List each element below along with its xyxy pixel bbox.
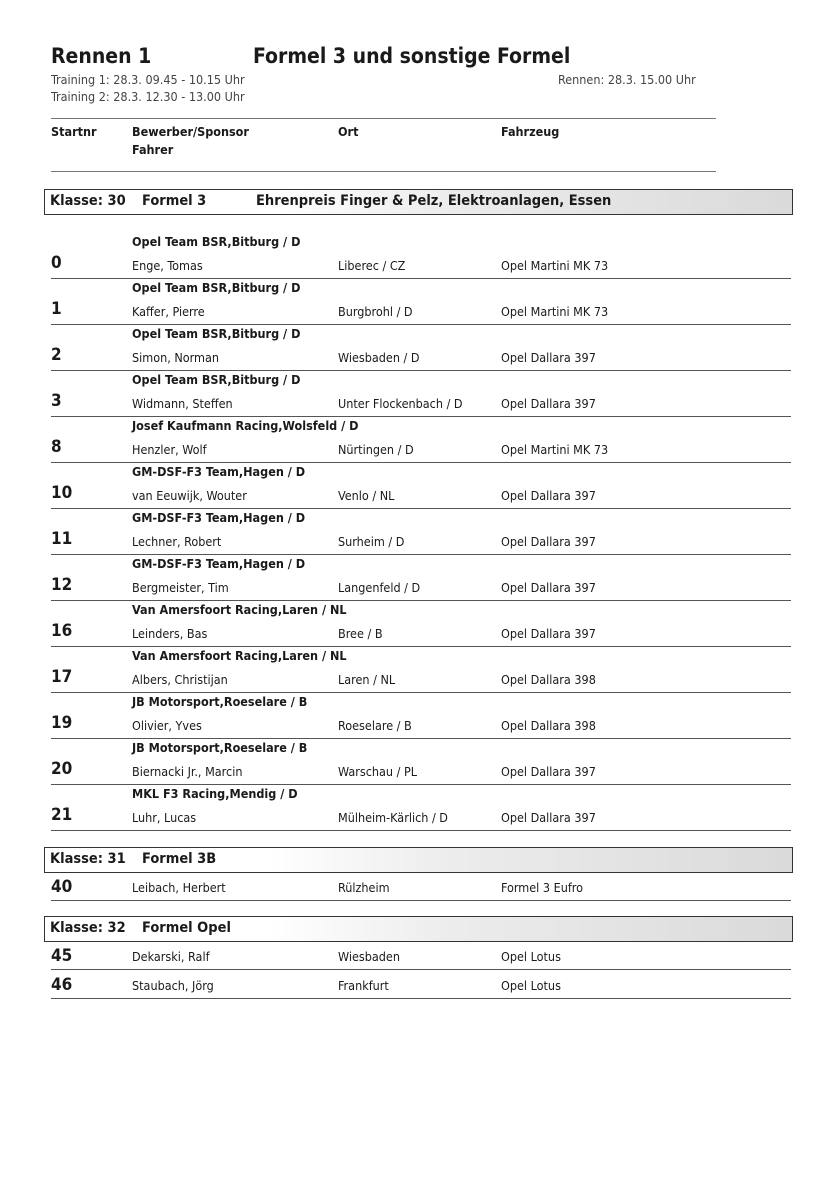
start-number: 2 (51, 345, 62, 365)
row-divider (51, 324, 791, 325)
entrant-team: Opel Team BSR,Bitburg / D (132, 280, 301, 295)
vehicle: Opel Dallara 397 (501, 810, 596, 825)
entrant-team: Opel Team BSR,Bitburg / D (132, 326, 301, 341)
vehicle: Opel Lotus (501, 949, 561, 964)
class-name: Formel Opel (142, 920, 231, 936)
vehicle: Opel Lotus (501, 978, 561, 993)
row-divider (51, 830, 791, 831)
driver-name: Henzler, Wolf (132, 442, 207, 457)
vehicle: Opel Dallara 397 (501, 764, 596, 779)
driver-location: Bree / B (338, 626, 383, 641)
row-divider (51, 784, 791, 785)
training-2-time: Training 2: 28.3. 12.30 - 13.00 Uhr (51, 89, 245, 104)
driver-location: Laren / NL (338, 672, 396, 687)
driver-location: Liberec / CZ (338, 258, 406, 273)
vehicle: Opel Dallara 397 (501, 350, 596, 365)
vehicle: Formel 3 Eufro (501, 880, 584, 895)
class-header (44, 847, 793, 873)
start-number: 10 (51, 483, 73, 503)
vehicle: Opel Dallara 398 (501, 672, 596, 687)
driver-name: van Eeuwijk, Wouter (132, 488, 247, 503)
driver-name: Kaffer, Pierre (132, 304, 205, 319)
driver-location: Nürtingen / D (338, 442, 414, 457)
entrant-team: JB Motorsport,Roeselare / B (132, 694, 308, 709)
class-label: Klasse: 32 (50, 920, 126, 936)
driver-location: Burgbrohl / D (338, 304, 413, 319)
vehicle: Opel Dallara 398 (501, 718, 596, 733)
entrant-team: GM-DSF-F3 Team,Hagen / D (132, 464, 306, 479)
start-number: 45 (51, 946, 73, 966)
driver-name: Widmann, Steffen (132, 396, 233, 411)
vehicle: Opel Dallara 397 (501, 534, 596, 549)
row-divider (51, 969, 791, 970)
driver-location: Mülheim-Kärlich / D (338, 810, 448, 825)
race-subtitle: Formel 3 und sonstige Formel (253, 44, 571, 68)
vehicle: Opel Dallara 397 (501, 580, 596, 595)
entrant-team: Van Amersfoort Racing,Laren / NL (132, 602, 347, 617)
driver-name: Leibach, Herbert (132, 880, 226, 895)
row-divider (51, 554, 791, 555)
driver-name: Enge, Tomas (132, 258, 203, 273)
start-number: 16 (51, 621, 73, 641)
start-number: 19 (51, 713, 73, 733)
row-divider (51, 600, 791, 601)
header-divider-top (51, 118, 716, 119)
start-number: 20 (51, 759, 73, 779)
row-divider (51, 738, 791, 739)
row-divider (51, 998, 791, 999)
start-number: 12 (51, 575, 73, 595)
training-1-time: Training 1: 28.3. 09.45 - 10.15 Uhr (51, 72, 245, 87)
row-divider (51, 370, 791, 371)
entrant-team: MKL F3 Racing,Mendig / D (132, 786, 298, 801)
start-number: 46 (51, 975, 73, 995)
start-number: 40 (51, 877, 73, 897)
row-divider (51, 278, 791, 279)
entrant-team: JB Motorsport,Roeselare / B (132, 740, 308, 755)
start-number: 1 (51, 299, 62, 319)
column-header-bewerber: Bewerber/Sponsor (132, 124, 249, 139)
row-divider (51, 462, 791, 463)
class-header (44, 189, 793, 215)
driver-name: Olivier, Yves (132, 718, 202, 733)
driver-name: Lechner, Robert (132, 534, 222, 549)
driver-location: Roeselare / B (338, 718, 412, 733)
driver-location: Surheim / D (338, 534, 405, 549)
driver-name: Biernacki Jr., Marcin (132, 764, 243, 779)
start-number: 21 (51, 805, 73, 825)
driver-name: Dekarski, Ralf (132, 949, 210, 964)
vehicle: Opel Dallara 397 (501, 396, 596, 411)
start-number: 11 (51, 529, 73, 549)
column-header-fahrzeug: Fahrzeug (501, 124, 560, 139)
driver-location: Frankfurt (338, 978, 389, 993)
class-name: Formel 3 (142, 193, 207, 209)
class-header (44, 916, 793, 942)
driver-name: Luhr, Lucas (132, 810, 197, 825)
driver-name: Simon, Norman (132, 350, 220, 365)
driver-location: Warschau / PL (338, 764, 417, 779)
start-number: 17 (51, 667, 73, 687)
race-title: Rennen 1 (51, 44, 152, 68)
class-name: Formel 3B (142, 851, 217, 867)
driver-name: Albers, Christijan (132, 672, 228, 687)
vehicle: Opel Dallara 397 (501, 488, 596, 503)
entrant-team: GM-DSF-F3 Team,Hagen / D (132, 556, 306, 571)
class-label: Klasse: 30 (50, 193, 126, 209)
row-divider (51, 692, 791, 693)
driver-location: Wiesbaden (338, 949, 400, 964)
entrant-team: Opel Team BSR,Bitburg / D (132, 234, 301, 249)
vehicle: Opel Martini MK 73 (501, 258, 609, 273)
driver-location: Langenfeld / D (338, 580, 421, 595)
start-number: 8 (51, 437, 62, 457)
driver-name: Staubach, Jörg (132, 978, 214, 993)
driver-location: Venlo / NL (338, 488, 395, 503)
column-header-startnr: Startnr (51, 124, 97, 139)
driver-name: Leinders, Bas (132, 626, 208, 641)
vehicle: Opel Dallara 397 (501, 626, 596, 641)
vehicle: Opel Martini MK 73 (501, 442, 609, 457)
driver-name: Bergmeister, Tim (132, 580, 229, 595)
race-time: Rennen: 28.3. 15.00 Uhr (558, 72, 696, 87)
column-header-fahrer: Fahrer (132, 142, 174, 157)
class-prize: Ehrenpreis Finger & Pelz, Elektroanlagen, Essen (256, 193, 612, 209)
driver-location: Unter Flockenbach / D (338, 396, 463, 411)
entrant-team: GM-DSF-F3 Team,Hagen / D (132, 510, 306, 525)
vehicle: Opel Martini MK 73 (501, 304, 609, 319)
class-label: Klasse: 31 (50, 851, 126, 867)
driver-location: Rülzheim (338, 880, 390, 895)
start-number: 0 (51, 253, 62, 273)
start-number: 3 (51, 391, 62, 411)
driver-location: Wiesbaden / D (338, 350, 420, 365)
entrant-team: Opel Team BSR,Bitburg / D (132, 372, 301, 387)
row-divider (51, 508, 791, 509)
row-divider (51, 646, 791, 647)
row-divider (51, 416, 791, 417)
entrant-team: Josef Kaufmann Racing,Wolsfeld / D (132, 418, 359, 433)
header-divider-bottom (51, 171, 716, 172)
row-divider (51, 900, 791, 901)
entrant-team: Van Amersfoort Racing,Laren / NL (132, 648, 347, 663)
column-header-ort: Ort (338, 124, 359, 139)
